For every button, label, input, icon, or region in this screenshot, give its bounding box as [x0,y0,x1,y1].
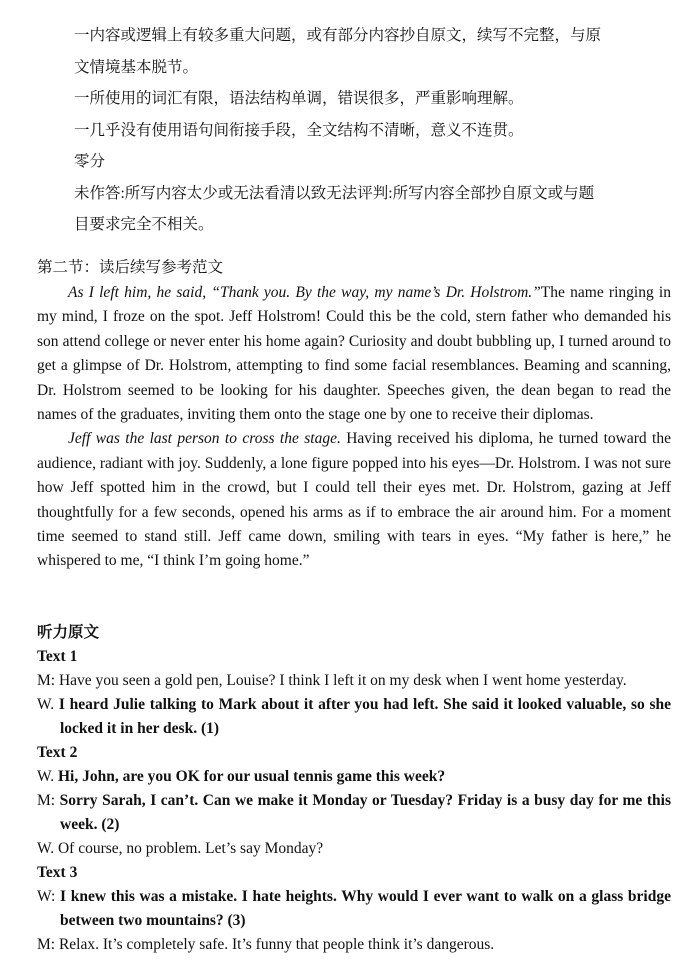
essay-text: Having received his diploma, he turned toward the audience, radiant with joy. Suddenly, a lone figure popped into his eyes—Dr. Holstrom. I was not sure how Jeff spotted him in the crowd, but I could tell their eyes met. Dr. Holstrom, gazing at Jeff thoughtfully for a few seconds, opened his arms as if to embrace the air around him. For a moment time seemed to stand still. Jeff came down, smiling with tears in eyes. “My father is here,” he whispered to me, “I think I’m going home.” [37,430,671,570]
listening-transcript [37,621,671,957]
speaker: M: [37,936,56,953]
dialogue-line [37,789,671,837]
dialogue-text: Sorry Sarah, I can’t. Can we make it Monday or Tuesday? Friday is a busy day for me this week. (2) [59,792,672,833]
essay-paragraph [37,281,671,427]
dialogue-line [37,669,671,693]
listening-title: 听力原文 [37,624,100,641]
dialogue-line [37,885,671,933]
dialogue-text: I heard Julie talking to Mark about it after you had left. She said it looked valuable, so she locked it in her desk. (1) [58,696,672,737]
essay-paragraph [37,427,671,573]
speaker: W. [37,840,55,857]
essay-lead-sentence: Jeff was the last person to cross the stage. [68,430,341,448]
criteria-line: 目要求完全不相关。 [74,216,214,233]
criteria-line: 文情境基本脱节。 [74,58,199,76]
speaker: W. [37,768,55,785]
dialogue-line [37,933,671,957]
dialogue-line [37,765,671,789]
dialogue-text: Relax. It’s completely safe. It’s funny that people think it’s dangerous. [58,936,495,953]
text-label: Text 2 [37,744,78,761]
speaker: W. [37,696,55,713]
criteria-line: 零分 [74,153,106,170]
speaker: W: [37,888,56,905]
text-label: Text 3 [37,864,78,881]
section-title: 第二节：读后续写参考范文 [37,259,224,276]
dialogue-line [37,837,671,861]
dialogue-line [37,693,671,741]
text-label: Text 1 [37,648,78,665]
criteria-line: 一几乎没有使用语句间衔接手段，全文结构不清晰，意义不连贯。 [74,121,524,139]
sample-essay [37,281,671,574]
dialogue-text: Of course, no problem. Let’s say Monday? [57,840,324,857]
scoring-criteria [74,20,674,241]
speaker: M: [37,792,56,809]
dialogue-text: I knew this was a mistake. I hate heights. Why would I ever want to walk on a glass bridge between two mountains? (3) [60,888,671,929]
dialogue-text: Have you seen a gold pen, Louise? I think I left it on my desk when I went home yesterday. [58,672,627,689]
criteria-line: 一内容或逻辑上有较多重大问题，或有部分内容抄自原文，续写不完整，与原 [74,27,602,44]
criteria-line: 一所使用的词汇有限，语法结构单调，错误很多，严重影响理解。 [74,90,524,107]
criteria-line: 未作答:所写内容太少或无法看清以致无法评判:所写内容全部抄自原文或与题 [74,184,595,202]
dialogue-text: Hi, John, are you OK for our usual tennis game this week? [57,768,446,785]
essay-text: The name ringing in my mind, I froze on the spot. Jeff Holstrom! Could this be the cold, stern father who demanded his son attend college or never enter his home again? Curiosity and doubt bubbling up, I turned around to get a glimpse of Dr. Holstrom, attempting to find some facial resemblances. Beaming and scanning, Dr. Holstrom seemed to be looking for his daughter. Speeches given, the dean began to read the names of the graduates, inviting them onto the stage one by one to receive their diplomas. [37,284,671,424]
essay-lead-sentence: As I left him, he said, “Thank you. By the way, my name’s Dr. Holstrom.” [68,284,541,301]
speaker: M: [37,672,56,689]
